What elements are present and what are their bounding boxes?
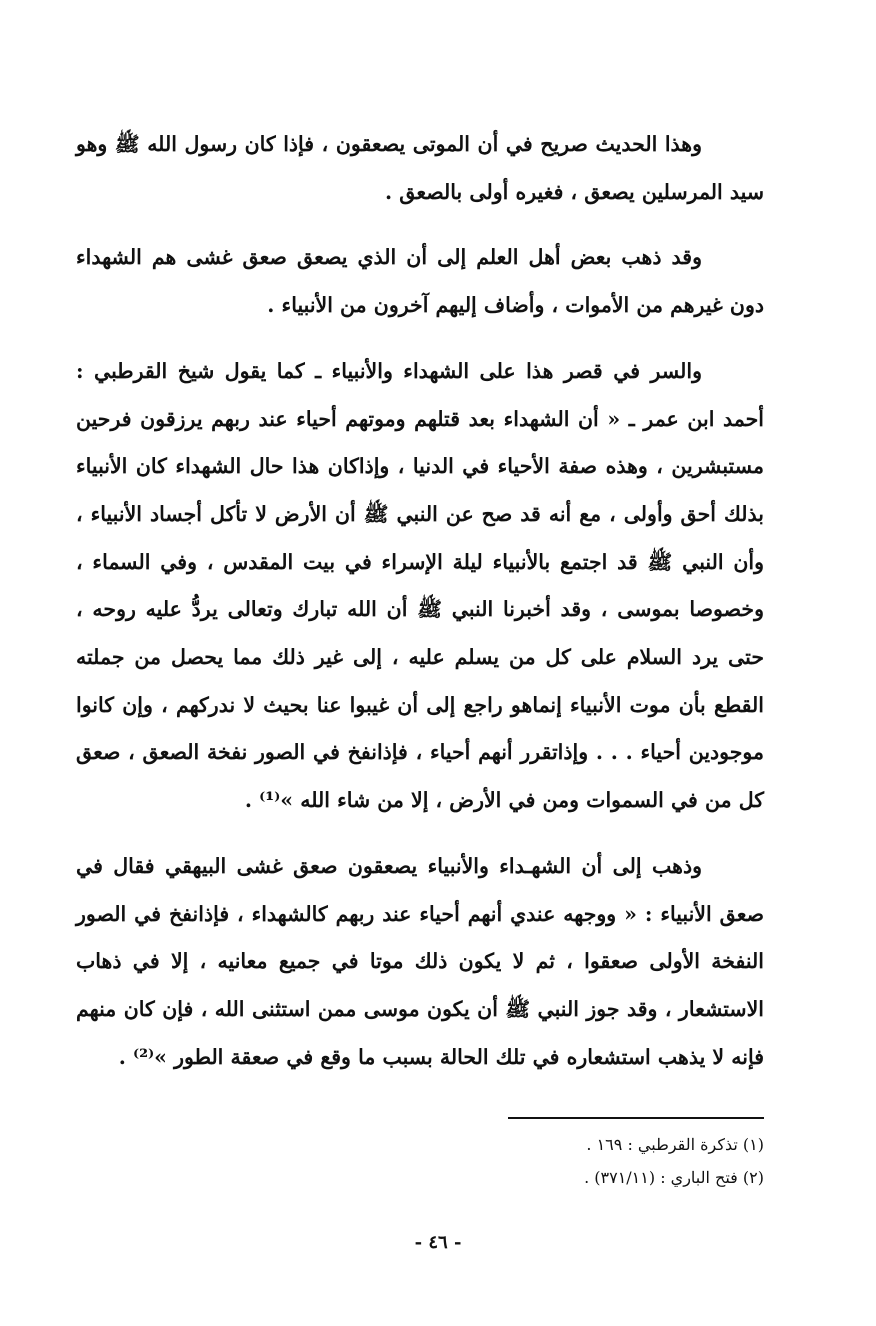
paragraph-1: وهذا الحديث صريح في أن الموتى يصعقون ، فإذا كان رسول الله ﷺ وهو سيد المرسلين يصعق ، فغيره أولى بالصعق .	[76, 132, 764, 204]
paragraph-2: وقد ذهب بعض أهل العلم إلى أن الذي يصعق صعق غشى هم الشهداء دون غيرهم من الأموات ، وأضاف إليهم آخرون من الأنبياء .	[76, 245, 764, 318]
footnote-2: (٢) فتح الباري : (٣٧١/١١) .	[584, 1168, 764, 1187]
footnotes	[400, 1128, 764, 1194]
main-text	[76, 121, 764, 1081]
footnote-divider	[508, 1117, 764, 1119]
paragraph-4: وذهب إلى أن الشهـداء والأنبياء يصعقون صعق غشى البيهقي فقال في صعق الأنبياء : « ووجهه عندي أنهم أحياء عند ربهم كالشهداء ، فإذانفخ في الصور النفخة الأولى صعقوا ، ثم لا يكون ذلك موتا في جميع معانيه ، إلا في ذهاب الاستشعار ، وقد جوز النبي ﷺ أن يكون موسى ممن استثنى الله ، فإن كان منهم فإنه لا يذهب استشعاره في تلك الحالة بسبب ما وقع في صعقة الطور »⁽²⁾ .	[76, 853, 764, 1069]
paragraph-3: والسر في قصر هذا على الشهداء والأنبياء ـ كما يقول شيخ القرطبي : أحمد ابن عمر ـ « أن الشهداء بعد قتلهم وموتهم أحياء عند ربهم يرزقون فرحين مستبشرين ، وهذه صفة الأحياء في الدنيا ، وإذاكان هذا حال الشهداء كان الأنبياء بذلك أحق وأولى ، مع أنه قد صح عن النبي ﷺ أن الأرض لا تأكل أجساد الأنبياء ، وأن النبي ﷺ قد اجتمع بالأنبياء ليلة الإسراء في بيت المقدس ، وفي السماء ، وخصوصا بموسى ، وقد أخبرنا النبي ﷺ أن الله تبارك وتعالى يردُّ عليه روحه ، حتى يرد السلام على كل من يسلم عليه ، إلى غير ذلك مما يحصل من جملته القطع بأن موت الأنبياء إنماهو راجع إلى أن غيبوا عنا بحيث لا ندركهم ، وإن كانوا موجودين أحياء . . . وإذاتقرر أنهم أحياء ، فإذانفخ في الصور نفخة الصعق ، صعق كل من في السموات ومن في الأرض ، إلا من شاء الله »⁽¹⁾ .	[76, 358, 765, 813]
footnote-1: (١) تذكرة القرطبي : ١٦٩ .	[586, 1135, 764, 1154]
page-number: - ٤٦ -	[414, 1232, 462, 1253]
